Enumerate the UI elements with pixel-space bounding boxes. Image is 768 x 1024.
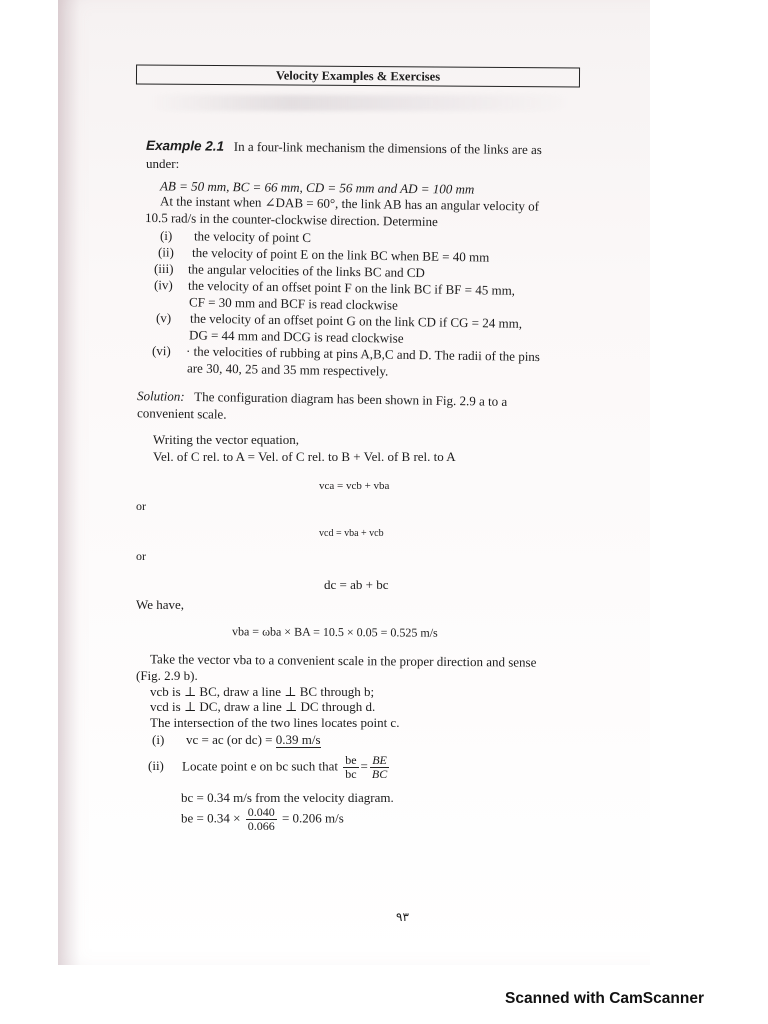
item-i: (i) the velocity of point C <box>159 227 312 246</box>
item-iv-cont: CF = 30 mm and BCF is read clockwise <box>188 294 398 313</box>
velocity-equation: Vel. of C rel. to A = Vel. of C rel. to B + Vel. of B rel. to A <box>153 449 456 464</box>
solution-line2: convenient scale. <box>136 405 227 422</box>
item-v-cont: DG = 44 mm and DCG is read clockwise <box>188 327 404 346</box>
fraction-be-bc: $\frac{be}{bc}$ <box>345 753 357 781</box>
example-intro-line1: In a four-link mechanism the dimensions of the links are as <box>233 138 542 158</box>
equation-4: vba = ωba × BA = 10.5 × 0.05 = 0.525 m/s <box>231 624 438 640</box>
result-i: (i) vc = ac (or dc) = 0.39 m/s <box>152 732 321 747</box>
camscanner-watermark: Scanned with CamScanner <box>505 990 704 1007</box>
page-title: Velocity Examples & Exercises <box>136 64 580 87</box>
be-line: be = 0.34 × $\frac{0.040}{0.066}$ = 0.206 m/s <box>181 805 344 833</box>
instant-line1: At the instant when ∠DAB = 60°, the link AB has an angular velocity of <box>159 193 540 214</box>
or-1: or <box>136 499 146 513</box>
item-iv: (iv) the velocity of an offset point F on the link BC if BF = 45 mm, <box>153 277 516 298</box>
example-label: Example 2.1 <box>145 137 225 154</box>
item-ii: (ii) the velocity of point E on the link BC when BE = 40 mm <box>157 244 490 265</box>
item-v: (v) the velocity of an offset point G on the link CD if CG = 24 mm, <box>155 310 523 331</box>
instant-line2: 10.5 rad/s in the counter-clockwise direction. Determine <box>144 209 438 230</box>
bc-line: bc = 0.34 m/s from the velocity diagram. <box>181 790 394 805</box>
writing-line: Writing the vector equation, <box>153 432 300 447</box>
take-line2: (Fig. 2.9 b). <box>136 668 198 683</box>
intersection-line: The intersection of the two lines locates point c. <box>150 715 400 730</box>
link-dimensions: AB = 50 mm, BC = 66 mm, CD = 56 mm and AD = 100 mm <box>159 178 475 197</box>
or-2: or <box>136 549 146 563</box>
item-iii: (iii) the angular velocities of the links BC and CD <box>153 260 425 281</box>
result-ii: (ii) Locate point e on bc such that $\frac{be}{bc}$ = $\frac{BE}{BC}$ <box>148 753 388 781</box>
equation-1: vca = vcb + vba <box>319 480 390 492</box>
vc-result: 0.39 m/s <box>275 732 321 747</box>
example-intro-line2: under: <box>146 156 180 171</box>
vcb-line: vcb is ⊥ BC, draw a line ⊥ BC through b; <box>150 684 375 699</box>
we-have: We have, <box>136 597 185 612</box>
solution-line1: Solution: The configuration diagram has been shown in Fig. 2.9 a to a <box>136 388 508 409</box>
solution-label: Solution: <box>136 388 185 404</box>
equation-3: dc = ab + bc <box>324 577 389 592</box>
fraction-BE-BC: $\frac{BE}{BC}$ <box>371 753 388 781</box>
fraction-040-066: $\frac{0.040}{0.066}$ <box>247 805 275 833</box>
vcd-line: vcd is ⊥ DC, draw a line ⊥ DC through d. <box>150 699 376 714</box>
page-number: ٩٣ <box>396 910 409 924</box>
item-vi: (vi) · the velocities of rubbing at pins A,B,C and D. The radii of the pins <box>151 342 541 365</box>
equation-2: vcd = vba + vcb <box>319 528 384 539</box>
take-line1: Take the vector vba to a convenient scale in the proper direction and sense <box>149 651 537 670</box>
item-vi-cont: are 30, 40, 25 and 35 mm respectively. <box>186 360 389 379</box>
smudge-mark <box>150 95 570 111</box>
